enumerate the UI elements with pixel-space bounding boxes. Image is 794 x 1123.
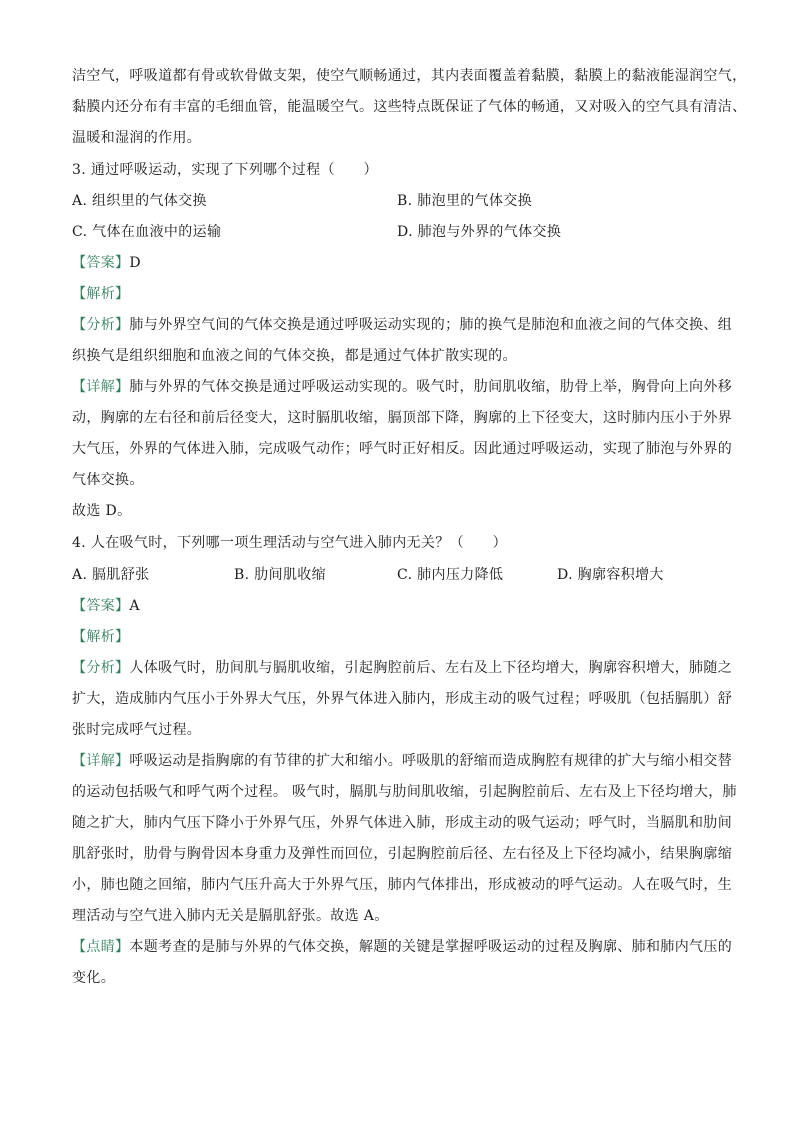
q4-option-a: A. 膈肌舒张 (72, 567, 150, 583)
analysis-tag: 【解析】 (72, 629, 130, 645)
prev-text-line: 温暖和湿润的作用。 (72, 130, 202, 146)
q4-xiangjie-line: 理活动与空气进入肺内无关是膈肌舒张。故选 A。 (72, 908, 389, 924)
answer-value: A (129, 598, 140, 614)
answer-tag: 【答案】 (72, 255, 130, 271)
q4-fenxi-line: 扩大，造成肺内气压小于外界大气压，外界气体进入肺内，形成主动的吸气过程；呼吸肌（包括膈肌）舒 (72, 691, 733, 707)
q4-option-b: B. 肋间肌收缩 (234, 567, 326, 583)
q4-xiangjie-line: 的运动包括吸气和呼气两个过程。 吸气时，膈肌与肋间肌收缩，引起胸腔前后、左右及上下径均增大，肺 (72, 784, 737, 800)
q4-answer (72, 596, 732, 616)
q3-xiangjie-line: 动，胸廓的左右径和前后径变大，这时膈肌收缩，膈顶部下降，胸廓的上下径变大，这时肺内压小于外界 (72, 410, 733, 426)
answer-tag: 【答案】 (72, 598, 130, 614)
q3-answer (72, 253, 732, 273)
prev-text-line: 洁空气，呼吸道都有骨或软骨做支架，使空气顺畅通过，其内表面覆盖着黏膜，黏膜上的黏液能湿润空气， (72, 68, 747, 84)
analysis-tag: 【解析】 (72, 286, 130, 302)
q3-option-d: D. 肺泡与外界的气体交换 (397, 224, 562, 240)
dianjing-tag: 【点睛】 (72, 939, 130, 955)
xiangjie-tag: 【详解】 (72, 753, 130, 769)
q3-option-c: C. 气体在血液中的运输 (72, 224, 222, 240)
q4-dianjing-line (72, 937, 732, 957)
fenxi-tag: 【分析】 (72, 317, 130, 333)
q4-xiangjie-line: 随之扩大，肺内气压下降小于外界气压，外界气体进入肺，形成主动的吸气运动；呼气时，当膈肌和肋间 (72, 815, 733, 831)
q4-jiexi (72, 627, 732, 647)
q4-xiangjie-line: 小，肺也随之回缩，肺内气压升高大于外界气压，肺内气体排出，形成被动的呼气运动。人在吸气时，生 (72, 877, 733, 893)
fenxi-tag: 【分析】 (72, 660, 130, 676)
q3-xiangjie-line: 大气压，外界的气体进入肺，完成吸气动作；呼气时正好相反。因此通过呼吸运动，实现了肺泡与外界的 (72, 441, 733, 457)
prev-text-line: 黏膜内还分布有丰富的毛细血管，能温暖空气。这些特点既保证了气体的畅通，又对吸入的空气具有清洁、 (72, 99, 747, 115)
q4-option-c: C. 肺内压力降低 (397, 567, 504, 583)
xiangjie-text: 肺与外界的气体交换是通过呼吸运动实现的。吸气时，肋间肌收缩，肋骨上举，胸骨向上向外移 (129, 379, 733, 395)
fenxi-text: 人体吸气时，肋间肌与膈肌收缩，引起胸腔前后、左右及上下径均增大，胸廓容积增大，肺随之 (129, 660, 733, 676)
q4-xiangjie-line: 肌舒张时，肋骨与胸骨因本身重力及弹性而回位，引起胸腔前后径、左右径及上下径均减小，结果胸廓缩 (72, 846, 733, 862)
q3-conclusion: 故选 D。 (72, 503, 132, 519)
q3-fenxi-line (72, 315, 732, 335)
q3-fenxi-line: 织换气是组织细胞和血液之间的气体交换，都是通过气体扩散实现的。 (72, 348, 517, 364)
q4-option-d: D. 胸廓容积增大 (557, 567, 664, 583)
q3-option-a: A. 组织里的气体交换 (72, 193, 207, 209)
question-3-stem: 3. 通过呼吸运动，实现了下列哪个过程（ ） (72, 162, 378, 178)
q4-fenxi-line: 张时完成呼气过程。 (72, 722, 202, 738)
q3-option-b: B. 肺泡里的气体交换 (397, 193, 533, 209)
q3-xiangjie-line: 气体交换。 (72, 472, 144, 488)
q3-jiexi (72, 284, 732, 304)
question-4-stem: 4. 人在吸气时，下列哪一项生理活动与空气进入肺内无关？（ ） (72, 535, 508, 551)
fenxi-text: 肺与外界空气间的气体交换是通过呼吸运动实现的；肺的换气是肺泡和血液之间的气体交换、组 (129, 317, 733, 333)
dianjing-text: 本题考查的是肺与外界的气体交换，解题的关键是掌握呼吸运动的过程及胸廓、肺和肺内气压的 (129, 939, 733, 955)
q4-xiangjie-line (72, 751, 732, 771)
answer-value: D (129, 255, 141, 271)
q4-fenxi-line (72, 658, 732, 678)
xiangjie-tag: 【详解】 (72, 379, 130, 395)
q3-xiangjie-line (72, 377, 732, 397)
q4-dianjing-line: 变化。 (72, 970, 116, 986)
xiangjie-text: 呼吸运动是指胸廓的有节律的扩大和缩小。呼吸肌的舒缩而造成胸腔有规律的扩大与缩小相交替 (129, 753, 733, 769)
